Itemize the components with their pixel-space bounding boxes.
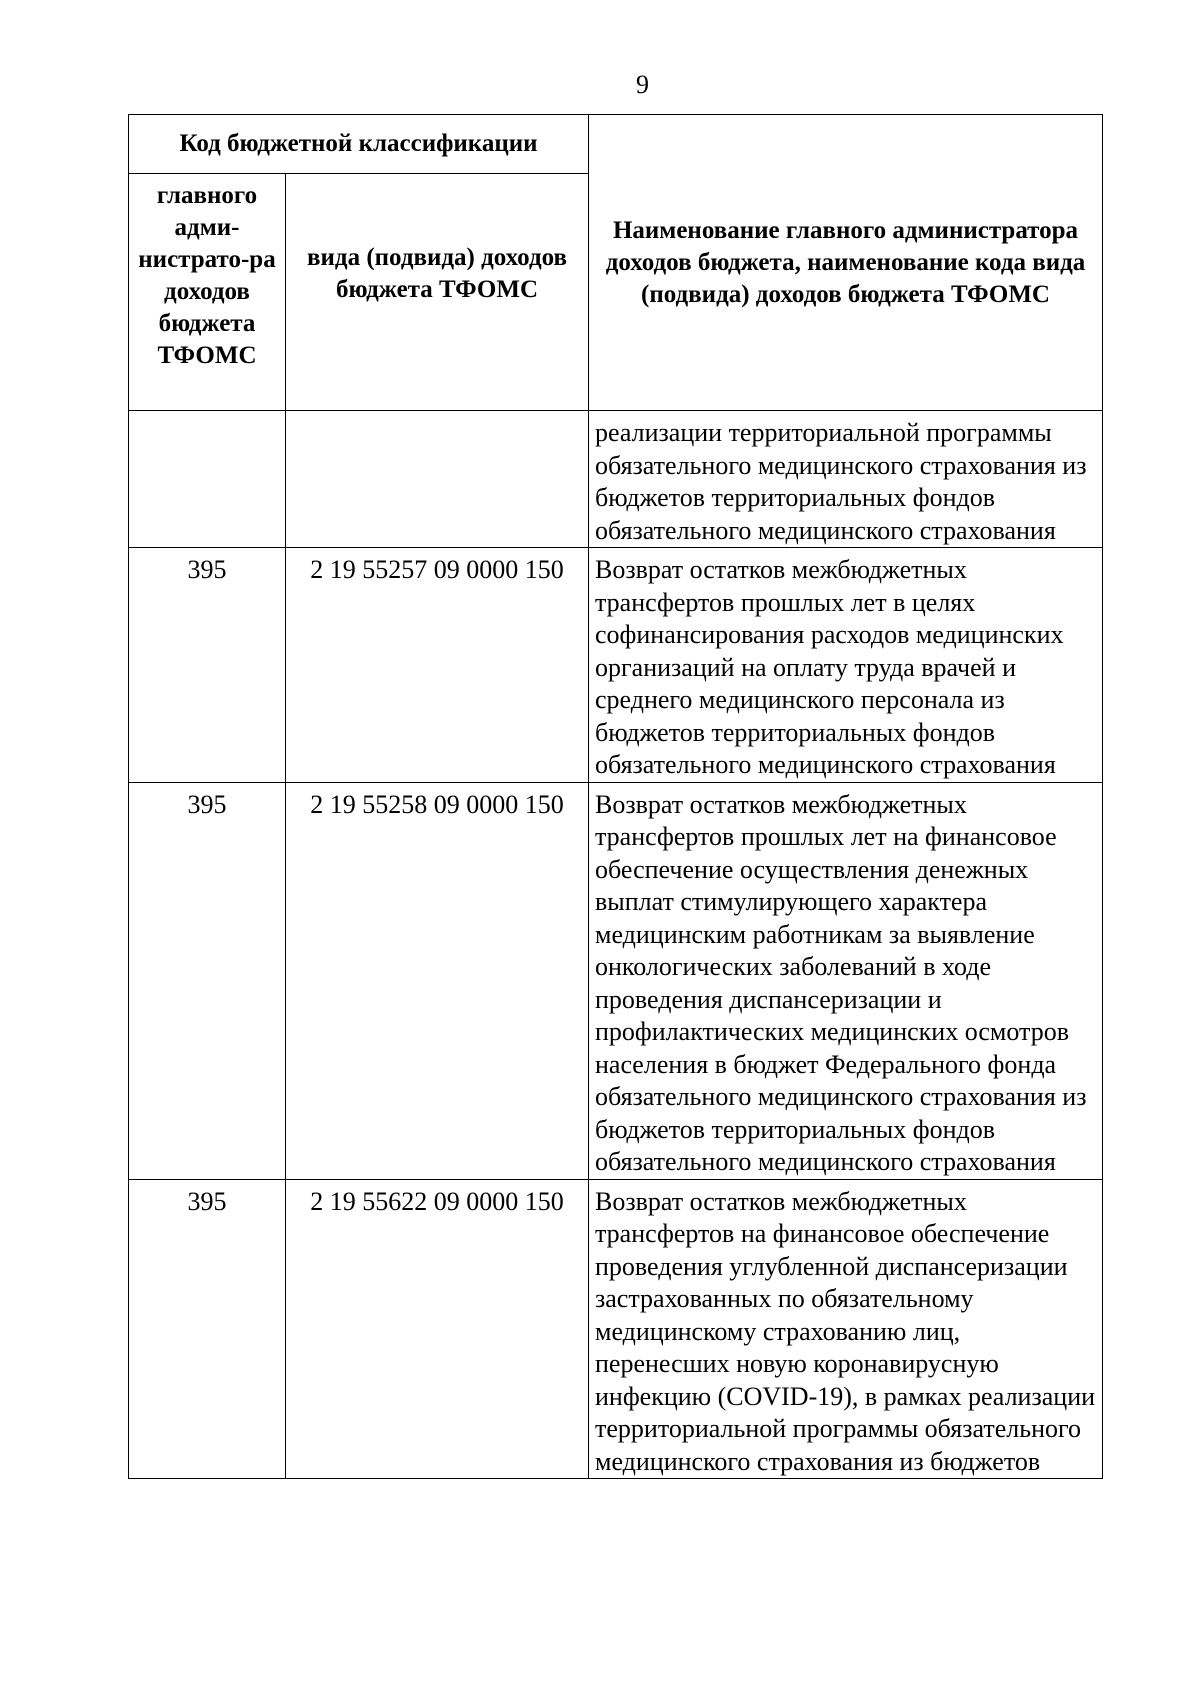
admin-code-cell: 395 — [129, 548, 286, 783]
description-cell: Возврат остатков межбюджетных трансфертов прошлых лет на финансовое обеспечение осуществления денежных выплат стимулирующего характера медицинским работникам за выявление онкологических заболеваний в ходе проведения диспансеризации и профилактических медицинских осмотров населения в бюджет Федерального фонда обязательного медицинского страхования из бюджетов территориальных фондов обязательного медицинского страхования — [589, 782, 1103, 1179]
header-budget-classification-code: Код бюджетной классификации — [129, 115, 589, 174]
admin-code-cell: 395 — [129, 1179, 286, 1479]
table-row — [129, 782, 1103, 1179]
table-row — [129, 1179, 1103, 1479]
kind-code-cell: 2 19 55622 09 0000 150 — [286, 1179, 589, 1479]
table-row — [129, 548, 1103, 783]
header-row-top — [129, 115, 1103, 174]
admin-code-cell: 395 — [129, 782, 286, 1179]
kind-code-cell: 2 19 55257 09 0000 150 — [286, 548, 589, 783]
table-row — [129, 411, 1103, 548]
page-number: 9 — [636, 70, 649, 99]
admin-code-cell — [129, 411, 286, 548]
kind-code-cell — [286, 411, 589, 548]
header-income-kind-code: вида (подвида) доходов бюджета ТФОМС — [286, 174, 589, 411]
budget-classification-table — [128, 114, 1103, 1479]
kind-code-cell: 2 19 55258 09 0000 150 — [286, 782, 589, 1179]
header-chief-administrator-code: главного адми-нистрато-ра доходов бюджета ТФОМС — [129, 174, 286, 411]
header-administrator-name: Наименование главного администратора доходов бюджета, наименование кода вида (подвида) доходов бюджета ТФОМС — [589, 115, 1103, 411]
description-cell: Возврат остатков межбюджетных трансфертов на финансовое обеспечение проведения углубленной диспансеризации застрахованных по обязательному медицинскому страхованию лиц, перенесших новую коронавирусную инфекцию (COVID-19), в рамках реализации территориальной программы обязательного медицинского страхования из бюджетов — [589, 1179, 1103, 1479]
description-cell: Возврат остатков межбюджетных трансфертов прошлых лет в целях софинансирования расходов медицинских организаций на оплату труда врачей и среднего медицинского персонала из бюджетов территориальных фондов обязательного медицинского страхования — [589, 548, 1103, 783]
description-cell: реализации территориальной программы обязательного медицинского страхования из бюджетов территориальных фондов обязательного медицинского страхования — [589, 411, 1103, 548]
